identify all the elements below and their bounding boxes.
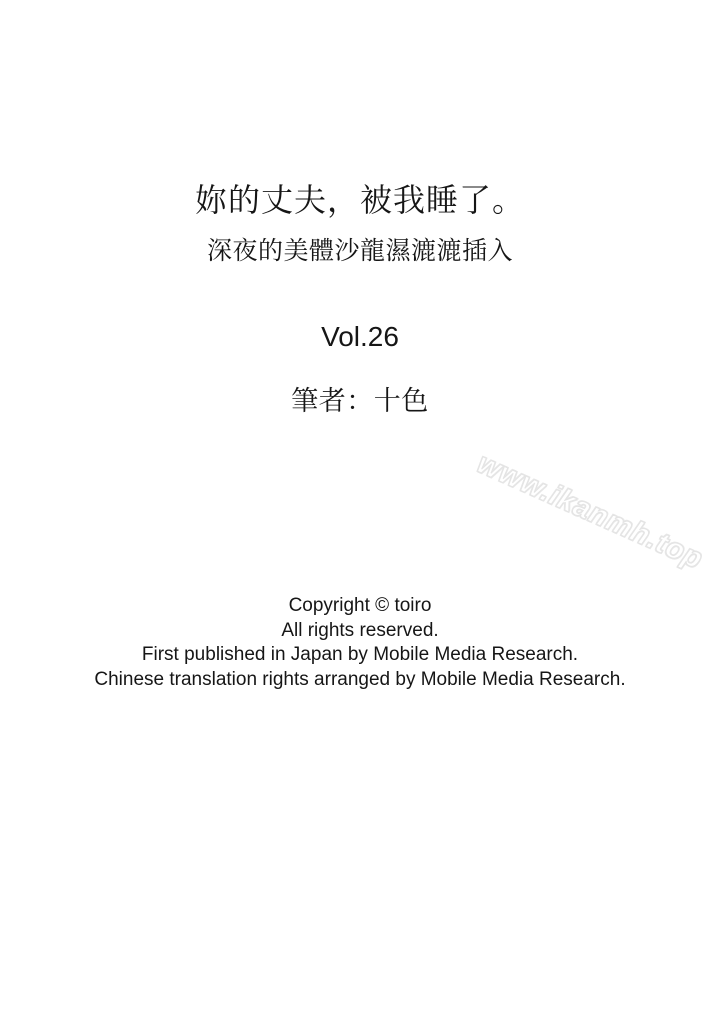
site-watermark: www.ikanmh.top (472, 447, 708, 576)
author-credit: 筆者：十色 (291, 386, 429, 416)
volume-number: Vol.26 (321, 321, 399, 352)
copyright-block (0, 594, 720, 692)
series-subtitle: 深夜的美體沙龍濕漉漉插入 (206, 237, 513, 265)
copyright-line: All rights reserved. (281, 619, 439, 641)
series-title: 妳的丈夫，被我睡了。 (194, 182, 525, 218)
copyright-line: Copyright © toiro (288, 595, 432, 616)
copyright-line: First published in Japan by Mobile Media Research. (141, 644, 579, 666)
copyright-line: Chinese translation rights arranged by Mobile Media Research. (94, 668, 626, 690)
